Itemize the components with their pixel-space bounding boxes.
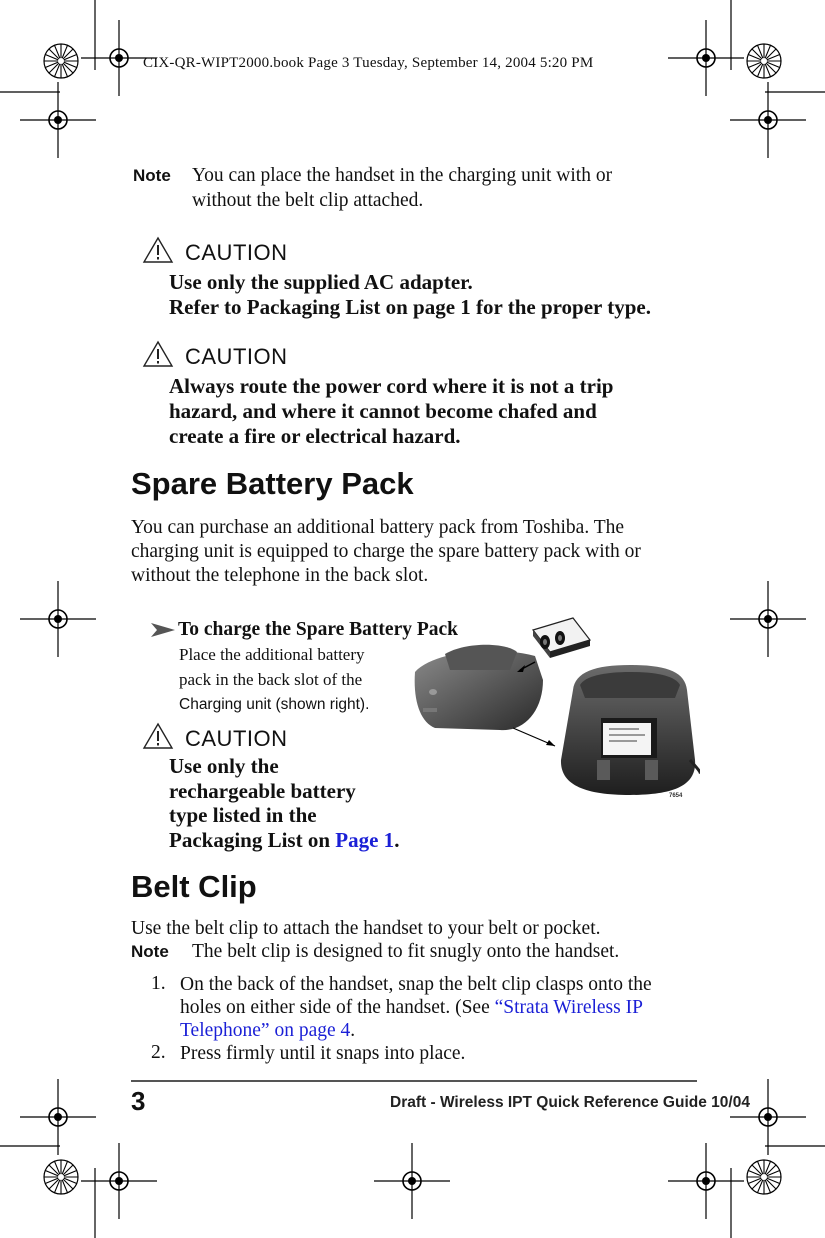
caution-text-line2: hazard, and where it cannot become chafed and <box>169 399 597 423</box>
step-2-line1: Press firmly until it snaps into place. <box>180 1043 466 1064</box>
procedure-step-line1: Place the additional battery <box>179 645 365 664</box>
procedure-step-line3: Charging unit (shown right). <box>179 696 370 713</box>
caution-label: CAUTION <box>185 344 288 369</box>
note-label: Note <box>131 942 169 961</box>
caution-text-suffix: . <box>394 828 400 852</box>
warning-triangle-icon <box>142 722 174 750</box>
caution-text-line3: create a fire or electrical hazard. <box>169 424 461 448</box>
step-number: 1. <box>151 973 166 994</box>
caution-text-line2: rechargeable battery <box>169 779 356 803</box>
footer-title: Draft - Wireless IPT Quick Reference Guide 10/04 <box>390 1094 750 1111</box>
belt-note-text: The belt clip is designed to fit snugly onto the handset. <box>192 941 620 962</box>
procedure-arrow-icon <box>150 622 176 643</box>
section-heading-spare-battery: Spare Battery Pack <box>131 466 414 501</box>
caution-label: CAUTION <box>185 240 288 265</box>
step-1-line1: On the back of the handset, snap the belt clip clasps onto the <box>180 974 652 995</box>
note-label: Note <box>133 166 171 185</box>
section-heading-belt-clip: Belt Clip <box>131 869 257 904</box>
page-1-link[interactable]: Page 1 <box>335 828 395 852</box>
spare-text-line2: charging unit is equipped to charge the spare battery pack with or <box>131 541 641 562</box>
step-1-line3 <box>180 1019 355 1042</box>
strata-wireless-link[interactable]: “Strata Wireless IP <box>494 997 643 1018</box>
procedure-title: To charge the Spare Battery Pack <box>178 619 459 640</box>
charging-unit-illustration <box>405 610 700 805</box>
step-number: 2. <box>151 1042 166 1063</box>
book-header-meta: CIX-QR-WIPT2000.book Page 3 Tuesday, September 14, 2004 5:20 PM <box>143 55 594 71</box>
procedure-step-line2: pack in the back slot of the <box>179 670 363 689</box>
spare-battery-icon <box>533 618 590 658</box>
spare-text-line3: without the telephone in the back slot. <box>131 565 429 586</box>
page-number: 3 <box>131 1086 146 1116</box>
belt-intro: Use the belt clip to attach the handset to your belt or pocket. <box>131 918 601 939</box>
note-text-line2: without the belt clip attached. <box>192 190 424 211</box>
note-text-line1: You can place the handset in the charging unit with or <box>192 165 613 186</box>
caution-text-line1: Use only the <box>169 754 279 778</box>
step-1-line2 <box>180 996 643 1019</box>
caution-text-line3: type listed in the <box>169 803 317 827</box>
figure-tag: 7654 <box>669 793 683 799</box>
footer-rule <box>131 1080 697 1082</box>
warning-triangle-icon <box>142 236 174 264</box>
warning-triangle-icon <box>142 340 174 368</box>
spare-text-line1: You can purchase an additional battery pack from Toshiba. The <box>131 517 625 538</box>
caution-text-line2: Refer to Packaging List on page 1 for the proper type. <box>169 295 651 319</box>
strata-wireless-link-continued[interactable]: Telephone” on page 4 <box>180 1020 351 1041</box>
caution-text-line1: Use only the supplied AC adapter. <box>169 270 473 294</box>
step-1-suffix: . <box>350 1020 356 1041</box>
step-1-text: holes on either side of the handset. (See <box>180 997 495 1018</box>
caution-text-prefix: Packaging List on <box>169 828 336 852</box>
caution-label: CAUTION <box>185 726 288 751</box>
charger-side-view <box>415 645 543 730</box>
caution-text-line1: Always route the power cord where it is not a trip <box>169 374 614 398</box>
charger-front-view <box>561 665 700 795</box>
caution-text-line4 <box>169 828 399 853</box>
